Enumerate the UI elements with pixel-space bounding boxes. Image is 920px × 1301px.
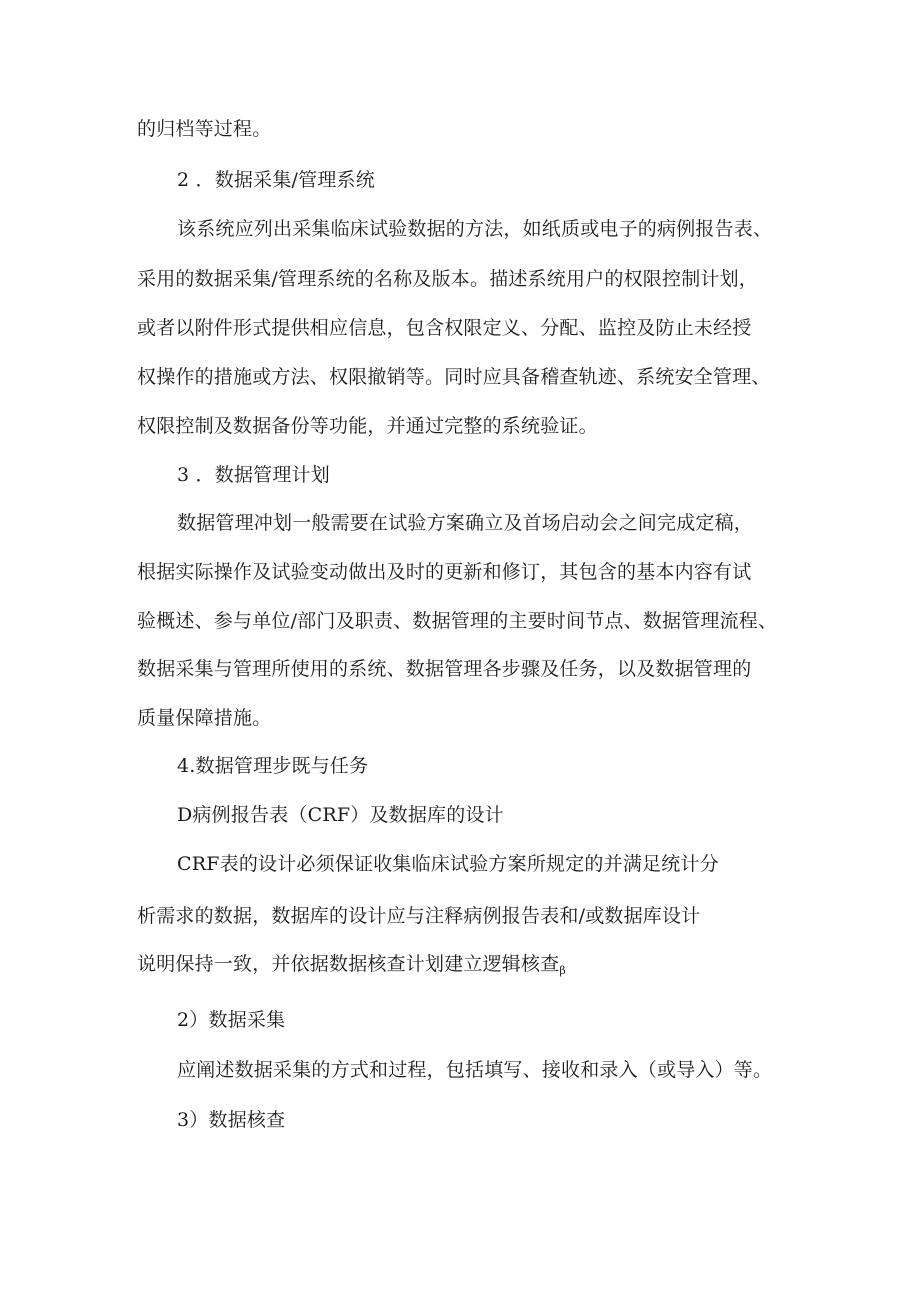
paragraph-line: 或者以附件形式提供相应信息，包含权限定义、分配、监控及防止未经授 <box>137 317 752 339</box>
subsection-heading: 3）数据核查 <box>177 1109 286 1131</box>
paragraph-line: 根据实际操作及试验变动做出及时的更新和修订，其包含的基本内容有试 <box>137 561 752 583</box>
paragraph-line: 析需求的数据，数据库的设计应与注释病例报告表和/或数据库设计 <box>137 905 701 927</box>
section-heading: 4.数据管理步既与任务 <box>177 755 369 777</box>
paragraph-line-text: 说明保持一致，并依据数据核查计划建立逻辑核查 <box>137 953 560 975</box>
paragraph-line: 权操作的措施或方法、权限撤销等。同时应具备稽查轨迹、系统安全管理、 <box>137 366 771 388</box>
section-heading: 2 ．数据采集/管理系统 <box>177 169 375 191</box>
section-heading: 3 ．数据管理计划 <box>177 464 330 486</box>
stray-subscript: β <box>559 964 566 977</box>
paragraph-line: 应阐述数据采集的方式和过程，包括填写、接收和录入（或导入）等。 <box>177 1059 773 1081</box>
subsection-heading: 2）数据采集 <box>177 1009 286 1031</box>
subsection-heading: D病例报告表（CRF）及数据库的设计 <box>177 804 504 826</box>
paragraph-line: 的归档等过程。 <box>137 118 272 140</box>
paragraph-line <box>137 951 566 984</box>
paragraph-line: 数据管理冲划一般需要在试验方案确立及首场启动会之间完成定稿， <box>177 512 754 534</box>
paragraph-line: 数据采集与管理所使用的系统、数据管理各步骤及任务，以及数据管理的 <box>137 658 752 680</box>
paragraph-line: CRF表的设计必须保证收集临床试验方案所规定的并满足统计分 <box>177 853 719 875</box>
paragraph-line: 质量保障措施。 <box>137 707 272 729</box>
paragraph-line: 权限控制及数据备份等功能，并通过完整的系统验证。 <box>137 415 598 437</box>
paragraph-line: 采用的数据采集/管理系统的名称及版本。描述系统用户的权限控制计划， <box>137 268 759 290</box>
paragraph-line: 该系统应列出采集临床试验数据的方法，如纸质或电子的病例报告表、 <box>177 218 773 240</box>
paragraph-line: 验概述、参与单位/部门及职责、数据管理的主要时间节点、数据管理流程、 <box>137 610 778 632</box>
